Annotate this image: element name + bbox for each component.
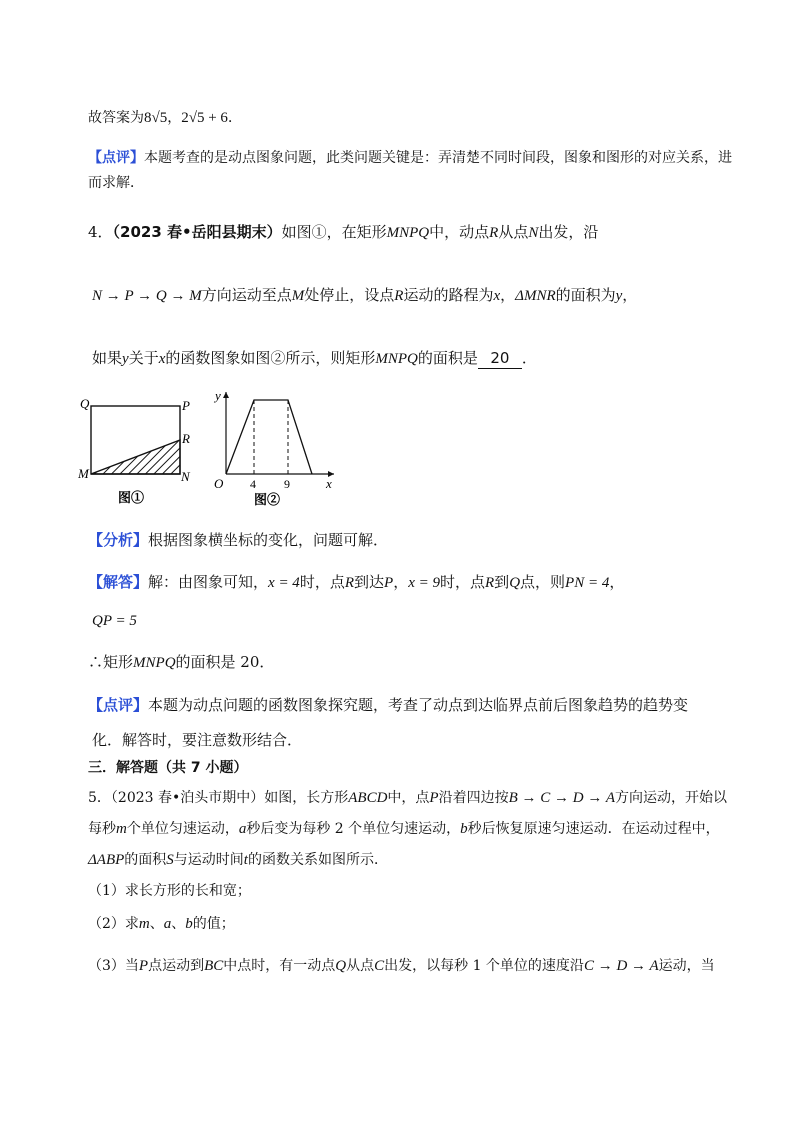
- math: P: [138, 958, 149, 974]
- math: t: [243, 852, 248, 868]
- text: （1）求长方形的长和宽；: [88, 883, 251, 899]
- question-5-sub-1: [88, 881, 251, 901]
- question-5-line-3: [88, 850, 388, 870]
- question-4-line-1: [88, 222, 598, 243]
- text: 5．（2023 春•泊头市期中）如图，长方形: [88, 790, 349, 806]
- math: S: [166, 852, 174, 868]
- math: x = 4: [268, 575, 300, 591]
- question-5-sub-2: [88, 914, 235, 934]
- text: 中点时，有一动点: [223, 958, 336, 974]
- text: ，: [393, 573, 409, 591]
- math: PN = 4: [565, 575, 610, 591]
- text: 到达: [354, 573, 385, 591]
- text: （3）当: [88, 958, 139, 974]
- label-p: P: [182, 398, 190, 413]
- text: 中，动点: [429, 223, 490, 241]
- math: ΔMNR: [515, 288, 556, 304]
- math: M: [291, 288, 305, 304]
- comma: ，: [167, 110, 182, 126]
- math: b: [460, 821, 468, 837]
- shaded-triangle: [91, 440, 180, 474]
- math: R: [485, 575, 495, 591]
- function-graph: [226, 400, 312, 474]
- math: m: [116, 821, 127, 837]
- solution-tag: 【解答】: [88, 573, 149, 591]
- answer-line: [88, 108, 242, 128]
- question-source: （2023 春•岳阳县期末）: [112, 223, 282, 241]
- text: 三．解答题（共 7 小题）: [88, 760, 248, 776]
- math: B → C → D → A: [508, 790, 615, 806]
- text: 方向运动至点: [201, 286, 292, 304]
- math: MNPQ: [133, 655, 176, 671]
- text: 从点: [346, 958, 375, 974]
- text: 的面积为: [555, 286, 616, 304]
- analysis-text: 根据图象横坐标的变化，问题可解．: [148, 531, 389, 549]
- math: Q: [335, 958, 347, 974]
- answer-value-1: 8√5: [144, 110, 168, 126]
- text: 与运动时间: [173, 852, 244, 868]
- question-5-sub-3: [88, 956, 715, 976]
- math: m: [138, 916, 150, 932]
- origin-label: O: [214, 476, 224, 491]
- label-m: M: [78, 466, 89, 481]
- figure-1-rectangle: [78, 388, 198, 512]
- text: 的面积是 20．: [175, 653, 275, 671]
- text: 个单位匀速运动，: [126, 821, 239, 837]
- text: 到: [494, 573, 510, 591]
- math: Q: [509, 575, 521, 591]
- text: 、: [171, 916, 186, 932]
- math: MNPQ: [386, 225, 430, 241]
- text: 如图①，在矩形: [281, 223, 387, 241]
- text: 每秒: [88, 821, 116, 837]
- figure-2-graph: [204, 386, 344, 512]
- math: y: [122, 351, 129, 367]
- text: 的函数图象如图②所示，则矩形: [165, 349, 376, 367]
- figure-2-caption: 图②: [254, 492, 281, 507]
- math: MNPQ: [375, 351, 418, 367]
- therefore-line: [88, 652, 274, 673]
- label-n: N: [181, 469, 190, 484]
- math: R: [394, 288, 404, 304]
- review-tag: 【点评】: [88, 150, 144, 166]
- text: 、: [149, 916, 164, 932]
- math: y: [615, 288, 623, 304]
- text: 出发，沿: [538, 223, 599, 241]
- solution-line-2: [92, 610, 137, 631]
- answer-value-2: 2√5 + 6: [181, 110, 228, 126]
- tick-9: 9: [284, 477, 290, 491]
- math: QP = 5: [92, 613, 137, 629]
- period: ．: [227, 110, 242, 126]
- text: 矩形: [103, 653, 134, 671]
- text: 点，则: [520, 573, 566, 591]
- x-axis-label: x: [326, 476, 332, 491]
- question-5-line-1: [88, 788, 727, 808]
- analysis-line: [88, 530, 388, 550]
- math: C → D → A: [583, 958, 659, 974]
- math: x = 9: [408, 575, 440, 591]
- text: 的面积是: [417, 349, 478, 367]
- math: b: [185, 916, 193, 932]
- review2-line-2: [92, 730, 302, 750]
- text: ，: [622, 286, 638, 304]
- text: 处停止，设点: [304, 286, 395, 304]
- solution-line-1: [88, 572, 624, 593]
- review2-tag: 【点评】: [88, 696, 149, 714]
- text: （2）求: [88, 916, 139, 932]
- text: 如果: [92, 349, 123, 367]
- text: 的值；: [192, 916, 235, 932]
- answer-blank: 20: [478, 348, 522, 369]
- math: BC: [204, 958, 224, 974]
- math: C: [374, 958, 385, 974]
- text: 从点: [498, 223, 529, 241]
- math: R: [344, 575, 354, 591]
- text: 运动，当: [658, 958, 715, 974]
- math: P: [384, 575, 394, 591]
- math: a: [163, 916, 172, 932]
- text: 关于: [128, 349, 159, 367]
- math: N: [528, 225, 539, 241]
- text: 沿着四边按: [438, 790, 509, 806]
- tick-4: 4: [250, 477, 256, 491]
- text: 秒后变为每秒 2 个单位匀速运动，: [246, 821, 461, 837]
- question-4-line-2: [92, 285, 637, 306]
- math: N → P → Q → M: [92, 288, 202, 304]
- math: P: [429, 790, 439, 806]
- answer-prefix: 故答案为: [88, 110, 144, 126]
- math: x: [158, 351, 166, 367]
- text: 运动的路程为: [403, 286, 494, 304]
- math: ABCD: [348, 790, 388, 806]
- text: 解：由图象可知，: [148, 573, 269, 591]
- text: 点运动到: [148, 958, 205, 974]
- review-line-1: [88, 148, 732, 168]
- text: ，: [609, 573, 625, 591]
- text: 出发，以每秒 1 个单位的速度沿: [384, 958, 584, 974]
- text: 时，点: [299, 573, 345, 591]
- question-4-line-3: [92, 348, 537, 369]
- review-text: 而求解．: [88, 175, 144, 191]
- text: 秒后恢复原速匀速运动．在运动过程中，: [467, 821, 720, 837]
- therefore-symbol: ∴: [88, 653, 104, 671]
- text: ，: [500, 286, 516, 304]
- text: 本题为动点问题的函数图象探究题，考查了动点到达临界点前后图象趋势的趋势变: [148, 696, 689, 714]
- review2-line-1: [88, 695, 688, 715]
- label-r: R: [182, 431, 190, 446]
- figure-1-caption: 图①: [118, 490, 145, 505]
- text: 中，点: [387, 790, 430, 806]
- math: a: [238, 821, 247, 837]
- text: 方向运动，开始以: [615, 790, 727, 806]
- section-3-heading: [88, 758, 248, 778]
- text: ．: [521, 349, 537, 367]
- review-text: 本题考查的是动点图象问题，此类问题关键是：弄清楚不同时间段，图象和图形的对应关系，进: [144, 150, 732, 166]
- y-axis-label: y: [215, 388, 221, 403]
- analysis-tag: 【分析】: [88, 531, 149, 549]
- math: R: [489, 225, 499, 241]
- text: 时，点: [439, 573, 485, 591]
- review-line-2: [88, 173, 144, 193]
- text: 化．解答时，要注意数形结合．: [92, 731, 303, 749]
- text: 的面积: [124, 852, 167, 868]
- question-number: 4．: [88, 223, 113, 241]
- question-5-line-2: [88, 819, 720, 839]
- math: x: [493, 288, 501, 304]
- y-axis-arrow: [223, 392, 229, 398]
- math: ΔABP: [88, 852, 125, 868]
- text: 的函数关系如图所示．: [247, 852, 388, 868]
- label-q: Q: [80, 396, 90, 411]
